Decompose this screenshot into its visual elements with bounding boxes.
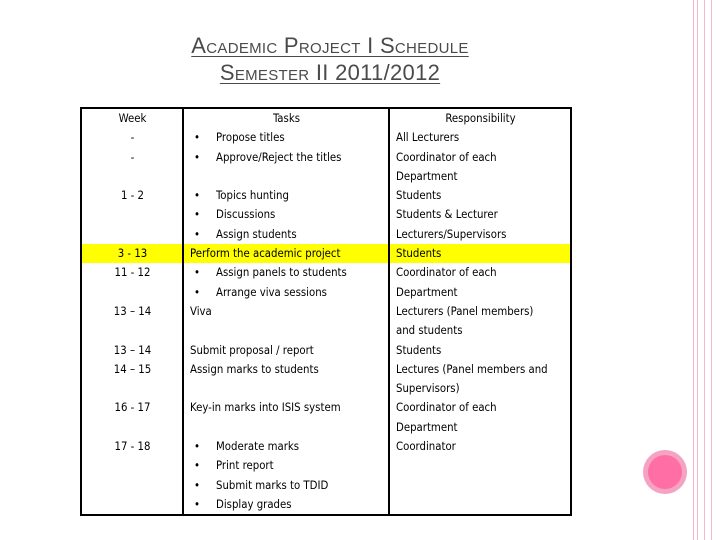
responsibility-cell <box>389 186 571 244</box>
task-text: Perform the academic project <box>190 247 341 261</box>
task-text: Key-in marks into ISIS system <box>190 401 341 415</box>
table-row <box>81 186 571 244</box>
task-bullet-item: • Print report <box>190 456 383 475</box>
responsibility-line: All Lecturers <box>396 131 460 145</box>
week-cell <box>81 341 183 399</box>
responsibility-line: Students <box>396 189 442 203</box>
week-cell <box>81 244 183 263</box>
week-line: 13 – 14 <box>113 304 152 318</box>
decorative-border-line <box>697 0 698 540</box>
responsibility-line: Coordinator of each <box>396 266 497 280</box>
week-line: 1 - 2 <box>120 189 145 203</box>
decorative-circle-inner <box>648 455 682 489</box>
week-line: 3 - 13 <box>117 247 148 261</box>
task-bullet-item: • Topics hunting <box>190 186 383 205</box>
responsibility-line: Supervisors) <box>396 382 460 396</box>
task-text: Assign marks to students <box>190 362 319 376</box>
tasks-cell <box>183 263 389 340</box>
task-bullet-item: • Assign students <box>190 225 383 244</box>
tasks-cell <box>183 186 389 244</box>
task-text: Viva <box>190 304 212 318</box>
responsibility-line: Students <box>396 247 442 261</box>
responsibility-line: Department <box>396 420 458 434</box>
responsibility-cell <box>389 128 571 186</box>
week-cell <box>81 398 183 437</box>
task-bullet-item: • Moderate marks <box>190 437 383 456</box>
responsibility-line: Students <box>396 343 442 357</box>
header-responsibility: Responsibility <box>389 108 571 128</box>
week-cell <box>81 263 183 340</box>
table-row <box>81 341 571 399</box>
schedule-table <box>80 107 572 516</box>
tasks-cell <box>183 341 389 399</box>
tasks-cell <box>183 437 389 515</box>
responsibility-line: Coordinator of each <box>396 150 497 164</box>
tasks-cell <box>183 398 389 437</box>
responsibility-cell <box>389 398 571 437</box>
tasks-cell <box>183 128 389 186</box>
responsibility-line: and students <box>396 324 463 338</box>
decorative-border-line <box>693 0 694 540</box>
table-row <box>81 263 571 340</box>
responsibility-line: Coordinator of each <box>396 401 497 415</box>
table-header-row <box>81 108 571 128</box>
header-week: Week <box>81 108 183 128</box>
responsibility-cell <box>389 244 571 263</box>
task-bullet-item: • Discussions <box>190 205 383 224</box>
responsibility-line: Coordinator <box>396 440 456 454</box>
task-bullet-item: • Assign panels to students <box>190 263 383 282</box>
responsibility-line: Department <box>396 169 458 183</box>
responsibility-line: Lectures (Panel members and <box>396 362 548 376</box>
responsibility-line: Lecturers/Supervisors <box>396 227 507 241</box>
responsibility-cell <box>389 263 571 340</box>
week-cell <box>81 437 183 515</box>
table-row-highlighted <box>81 244 571 263</box>
week-line: 16 - 17 <box>114 401 151 415</box>
responsibility-line: Department <box>396 285 458 299</box>
decorative-border-line <box>704 0 705 540</box>
responsibility-line: Lecturers (Panel members) <box>396 304 534 318</box>
task-bullet-item: • Display grades <box>190 495 383 514</box>
week-line: 17 - 18 <box>114 440 151 454</box>
slide-title-line-1: Academic Project I Schedule <box>191 33 469 58</box>
week-line: - <box>130 131 135 145</box>
slide-title-line-2: Semester II 2011/2012 <box>219 60 441 85</box>
week-cell <box>81 186 183 244</box>
table-row <box>81 128 571 186</box>
task-text: Submit proposal / report <box>190 343 314 357</box>
table-row <box>81 437 571 515</box>
header-tasks: Tasks <box>183 108 389 128</box>
week-line: 14 – 15 <box>113 362 152 376</box>
task-bullet-item: • Propose titles <box>190 128 383 147</box>
week-line: 13 – 14 <box>113 343 152 357</box>
week-cell <box>81 128 183 186</box>
week-line: 11 - 12 <box>114 266 151 280</box>
decorative-border-line <box>711 0 712 540</box>
task-bullet-item: • Approve/Reject the titles <box>190 148 383 167</box>
task-bullet-item: • Arrange viva sessions <box>190 283 383 302</box>
table-row <box>81 398 571 437</box>
tasks-cell <box>183 244 389 263</box>
week-line: - <box>130 150 135 164</box>
responsibility-line: Students & Lecturer <box>396 208 498 222</box>
responsibility-cell <box>389 437 571 515</box>
task-bullet-item: • Submit marks to TDID <box>190 476 383 495</box>
responsibility-cell <box>389 341 571 399</box>
